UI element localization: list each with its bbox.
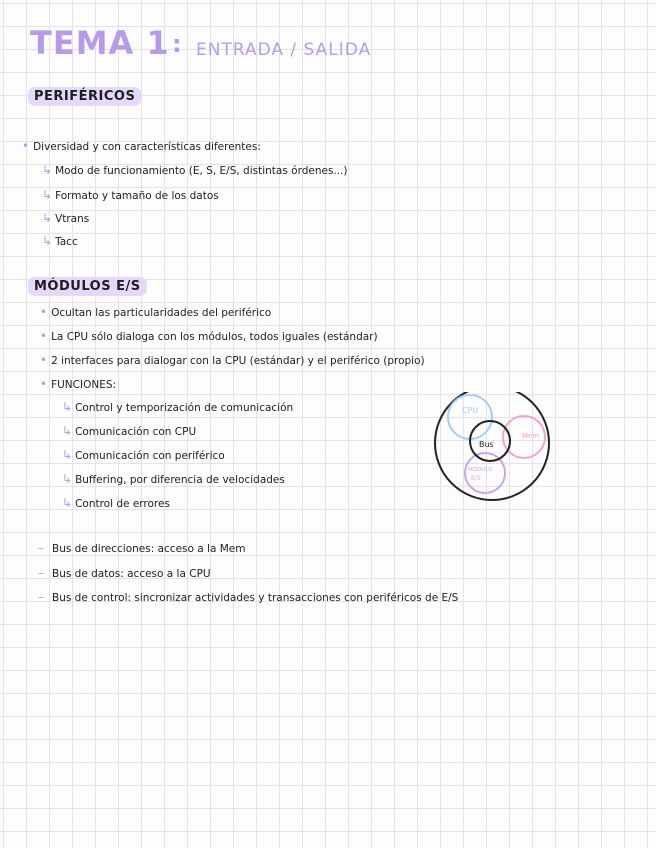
arrow-icon: ↳ [42,234,53,248]
section-heading-modulos [28,279,147,294]
list-item-text: Vtrans [55,213,90,225]
title-colon: : [172,30,182,58]
bus-label: Bus [479,440,494,449]
arrow-icon: ↳ [62,472,73,486]
bullet-text: Diversidad y con características diferentes: [33,141,261,153]
list-item [40,329,378,343]
bullet-dot-icon: • [40,305,48,319]
list-item-text: Comunicación con periférico [75,450,225,462]
list-item [42,211,89,225]
list-item-text: Formato y tamaño de los datos [55,190,219,202]
list-item-text: Bus de direcciones: acceso a la Mem [52,543,246,555]
bullet-dot-icon: • [40,353,48,367]
modulo-label: MÓDULO [468,467,493,473]
list-item [40,305,271,319]
list-item [40,377,116,391]
arrow-icon: ↳ [62,496,73,510]
dash-icon: – [38,566,44,580]
list-item-text: Tacc [55,236,78,248]
es-label: E/S [471,475,481,482]
list-item [62,448,225,462]
arrow-icon: ↳ [62,424,73,438]
list-item [62,424,196,438]
arrow-icon: ↳ [62,400,73,414]
bullet-dot-icon: • [22,139,30,153]
list-item [38,566,211,580]
bus-diagram [432,392,556,504]
cpu-circle [448,395,492,439]
list-item-text: Modo de funcionamiento (E, S, E/S, distintas órdenes...) [55,165,348,177]
arrow-icon: ↳ [42,211,53,225]
list-item [42,234,78,248]
list-item [38,590,458,604]
list-item-text: 2 interfaces para dialogar con la CPU (estándar) y el periférico (propio) [51,355,425,367]
list-item-text: Control de errores [75,498,170,510]
list-item-text: FUNCIONES: [51,379,117,391]
list-item-text: Control y temporización de comunicación [75,402,294,414]
mem-label: Mem [522,432,540,440]
dash-icon: – [38,541,44,555]
list-item [42,163,348,177]
list-item-text: Buffering, por diferencia de velocidades [75,474,285,486]
section-heading-perifericos [28,89,141,104]
bullet-dot-icon: • [40,329,48,343]
bullet-dot-icon: • [40,377,48,391]
list-item-text: Comunicación con CPU [75,426,197,438]
list-item [62,496,170,510]
heading-highlight: MÓDULOS E/S [28,277,147,296]
list-item-text: Ocultan las particularidades del periférico [51,307,272,319]
cpu-label: CPU [462,406,479,415]
list-item-text: Bus de datos: acceso a la CPU [52,568,211,580]
page-title: TEMA 1 [30,24,170,62]
list-item-text: Bus de control: sincronizar actividades y transacciones con periféricos de E/S [52,592,459,604]
heading-highlight: PERIFÉRICOS [28,87,141,106]
list-item [62,400,293,414]
page-subtitle: ENTRADA / SALIDA [196,40,372,60]
arrow-icon: ↳ [62,448,73,462]
list-item [42,188,219,202]
dash-icon: – [38,590,44,604]
list-item [62,472,285,486]
arrow-icon: ↳ [42,163,53,177]
list-item-text: La CPU sólo dialoga con los módulos, todos iguales (estándar) [51,331,378,343]
bullet-diversidad [22,139,261,153]
list-item [38,541,246,555]
list-item [40,353,425,367]
arrow-icon: ↳ [42,188,53,202]
